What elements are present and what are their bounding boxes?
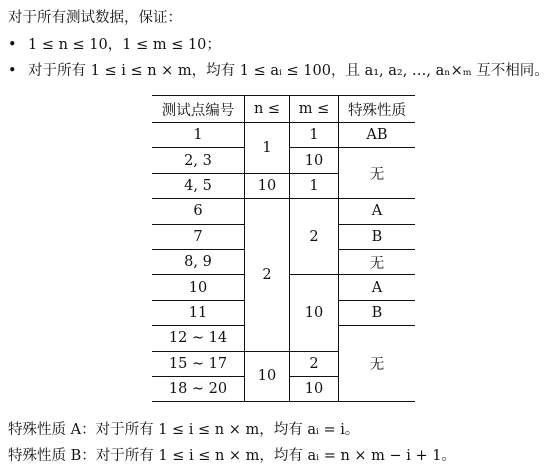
- cell-n: 10: [245, 351, 290, 402]
- cell-property: B: [339, 224, 416, 249]
- cell-test-id: 7: [152, 224, 245, 249]
- cell-property: B: [339, 300, 416, 325]
- cell-m: 2: [290, 199, 339, 275]
- intro-text: 对于所有测试数据，保证：: [8, 10, 182, 26]
- cell-test-id: 6: [152, 199, 245, 224]
- cell-property: 无: [339, 249, 416, 274]
- test-case-table: [152, 95, 415, 402]
- header-property: 特殊性质: [339, 96, 416, 123]
- constraint-text: 1 ≤ n ≤ 10，1 ≤ m ≤ 10；: [28, 37, 221, 53]
- cell-property: 无: [339, 148, 416, 199]
- cell-n: 2: [245, 199, 290, 351]
- cell-property: A: [339, 275, 416, 300]
- constraint-item: [8, 59, 549, 80]
- header-test-id: 测试点编号: [152, 96, 245, 123]
- cell-property: AB: [339, 123, 416, 148]
- cell-property: A: [339, 199, 416, 224]
- constraint-text: 对于所有 1 ≤ i ≤ n × m，均有 1 ≤ aᵢ ≤ 100，且 a₁, a₂, …, aₙ×ₘ 互不相同。: [28, 63, 549, 79]
- cell-m: 10: [290, 275, 339, 351]
- cell-m: 1: [290, 123, 339, 148]
- cell-test-id: 4, 5: [152, 173, 245, 198]
- constraint-item: [8, 33, 221, 54]
- cell-test-id: 15 ∼ 17: [152, 351, 245, 376]
- cell-test-id: 2, 3: [152, 148, 245, 173]
- cell-m: 10: [290, 376, 339, 401]
- cell-n: 10: [245, 173, 290, 198]
- bullet-dot: •: [8, 63, 17, 79]
- property-b-text: 特殊性质 B：对于所有 1 ≤ i ≤ n × m，均有 aᵢ = n × m − i + 1。: [8, 448, 457, 464]
- header-n: n ≤: [245, 96, 290, 123]
- cell-m: 2: [290, 351, 339, 376]
- cell-test-id: 8, 9: [152, 249, 245, 274]
- cell-test-id: 18 ∼ 20: [152, 376, 245, 401]
- bullet-dot: •: [8, 37, 17, 53]
- header-m: m ≤: [290, 96, 339, 123]
- cell-property: 无: [339, 326, 416, 402]
- cell-test-id: 12 ∼ 14: [152, 326, 245, 351]
- cell-test-id: 10: [152, 275, 245, 300]
- cell-n: 1: [245, 123, 290, 174]
- cell-m: 10: [290, 148, 339, 173]
- cell-test-id: 1: [152, 123, 245, 148]
- property-a-text: 特殊性质 A：对于所有 1 ≤ i ≤ n × m，均有 aᵢ = i。: [8, 422, 360, 438]
- cell-m: 1: [290, 173, 339, 198]
- cell-test-id: 11: [152, 300, 245, 325]
